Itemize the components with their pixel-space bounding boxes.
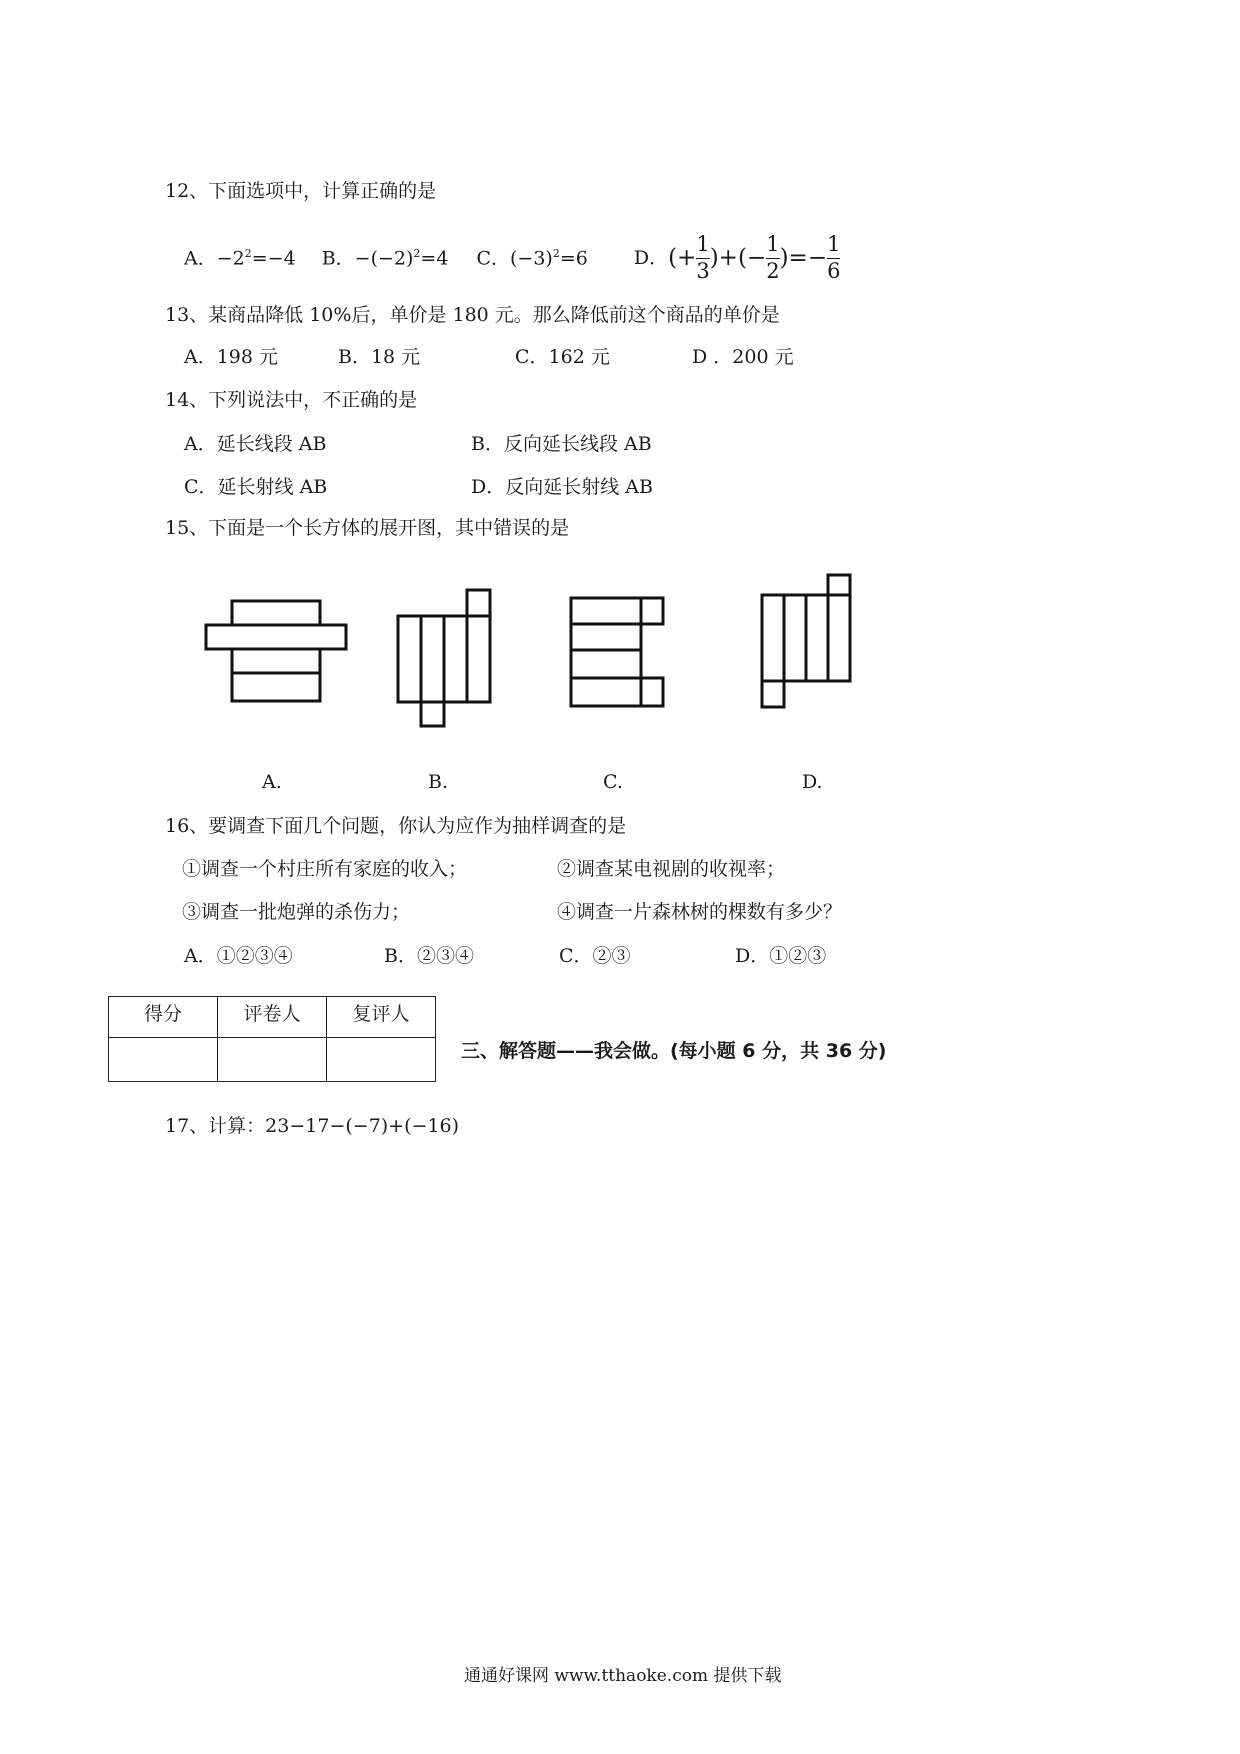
net-figure-d: [756, 569, 866, 719]
net-label-d: D.: [802, 771, 823, 793]
q12-option-c: C．$(-3)^2=6$: [476, 246, 588, 270]
q14-option-d: D．反向延长射线 AB: [471, 476, 653, 498]
fraction-one-half: $\frac{1}{2}$: [766, 232, 780, 283]
grader-header: 评卷人: [218, 997, 327, 1038]
q16-item-3: ③调查一批炮弹的杀伤力；: [182, 901, 411, 923]
score-header: 得分: [109, 997, 218, 1038]
q12-option-b: B．$-(-2)^2=4$: [321, 246, 449, 270]
q12-options: [184, 230, 840, 286]
net-figure-c: [565, 592, 675, 717]
net-label-b: B.: [428, 771, 449, 793]
q12-stem: 12、下面选项中，计算正确的是: [165, 180, 437, 202]
q14-option-c: C．延长射线 AB: [184, 476, 328, 498]
score-table: [108, 996, 436, 1082]
q16-item-1: ①调查一个村庄所有家庭的收入；: [182, 858, 468, 880]
net-label-c: C.: [603, 771, 623, 793]
q14-stem: 14、下列说法中，不正确的是: [165, 389, 418, 411]
fraction-one-third: $\frac{1}{3}$: [696, 232, 710, 283]
q15-stem: 15、下面是一个长方体的展开图，其中错误的是: [165, 517, 570, 539]
q16-option-c: C．②③: [559, 945, 631, 967]
q13-option-b: B．18 元: [338, 346, 421, 368]
reviewer-header: 复评人: [327, 997, 436, 1038]
q12-option-a: A．$-2^2=-4$: [184, 246, 296, 270]
q14-option-b: B．反向延长线段 AB: [471, 433, 652, 455]
grader-cell[interactable]: [218, 1038, 327, 1082]
q13-option-a: A．198 元: [184, 346, 279, 368]
q16-item-4: ④调查一片森林树的棵数有多少？: [557, 901, 843, 923]
q13-stem: 13、某商品降低 10%后，单价是 180 元。那么降低前这个商品的单价是: [165, 304, 780, 326]
net-label-a: A.: [262, 771, 282, 793]
q16-option-d: D．①②③: [735, 945, 827, 967]
reviewer-cell[interactable]: [327, 1038, 436, 1082]
score-cell[interactable]: [109, 1038, 218, 1082]
q16-option-b: B．②③④: [384, 945, 474, 967]
net-figure-a: [200, 595, 350, 715]
q16-stem: 16、要调查下面几个问题，你认为应作为抽样调查的是: [165, 815, 627, 837]
q16-option-a: A．①②③④: [184, 945, 293, 967]
section-3-heading: 三、解答题——我会做。(每小题 6 分，共 36 分): [461, 1040, 887, 1062]
q17-stem: 17、计算：23−17−(−7)+(−16): [165, 1115, 460, 1137]
q13-option-d: D ．200 元: [692, 346, 794, 368]
net-figure-b: [392, 584, 502, 734]
fraction-one-sixth: $\frac{1}{6}$: [827, 232, 841, 283]
q16-item-2: ②调查某电视剧的收视率；: [557, 858, 786, 880]
q13-option-c: C．162 元: [515, 346, 610, 368]
q12-option-d: D． (+ $\frac{1}{3}$ )+(− $\frac{1}{2}$ )=− $\frac{1}{6}$: [633, 232, 841, 283]
page-footer: 通通好课网 www.tthaoke.com 提供下载: [464, 1666, 782, 1686]
q14-option-a: A．延长线段 AB: [184, 433, 327, 455]
